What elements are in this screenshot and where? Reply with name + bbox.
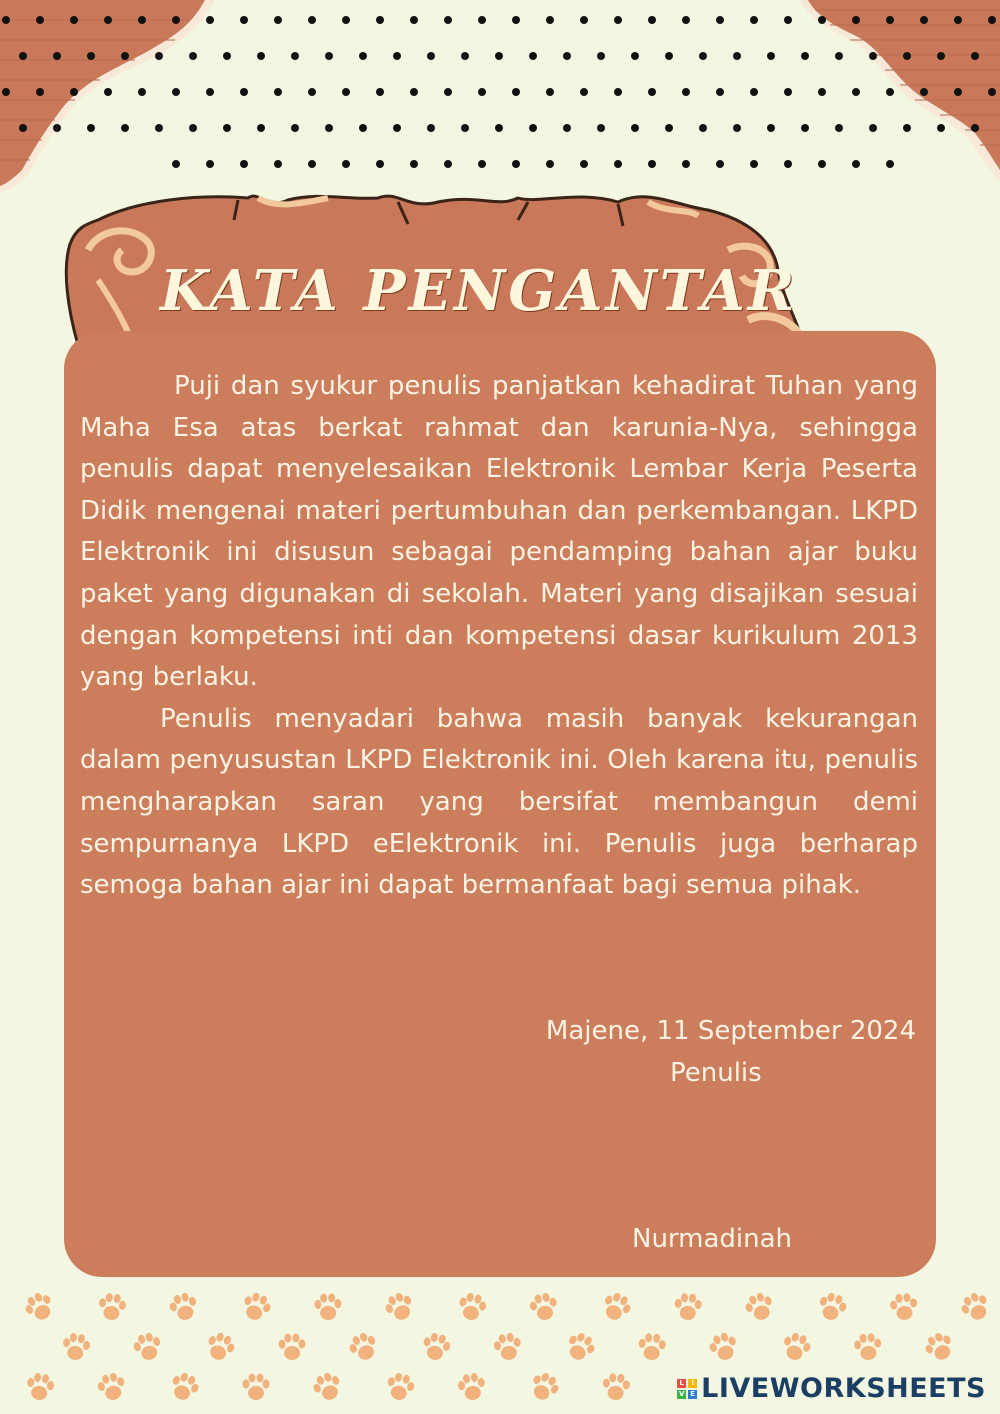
- paw-print: [707, 1330, 741, 1364]
- polka-dot-pattern: [0, 0, 1000, 180]
- polka-dot: [716, 88, 724, 96]
- paragraph-2: Penulis menyadari bahwa masih banyak kekurangan dalam penyusustan LKPD Elektronik ini. Oleh karena itu, penulis mengharapkan saran yang bersifat membangun demi sempurnanya LKPD eElektronik ini. Penulis juga berharap semoga bahan ajar ini dapat bermanfaat bagi semua pihak.: [80, 703, 918, 901]
- polka-dot: [478, 88, 486, 96]
- polka-dot: [121, 52, 129, 60]
- polka-dot: [461, 124, 469, 132]
- polka-dot: [801, 124, 809, 132]
- polka-dot: [886, 160, 894, 168]
- polka-dot: [240, 160, 248, 168]
- polka-dot: [257, 52, 265, 60]
- polka-dot: [818, 160, 826, 168]
- polka-dot: [325, 124, 333, 132]
- paw-print: [563, 1329, 599, 1365]
- paw-print: [779, 1330, 813, 1364]
- polka-dot: [53, 52, 61, 60]
- paw-print: [310, 1369, 345, 1404]
- polka-dot: [903, 124, 911, 132]
- signature-name: Nurmadinah: [632, 1224, 793, 1254]
- polka-dot: [682, 160, 690, 168]
- paw-print: [816, 1290, 850, 1323]
- polka-dot: [376, 88, 384, 96]
- polka-dot: [121, 124, 129, 132]
- paw-print: [314, 1293, 342, 1320]
- polka-dot: [87, 124, 95, 132]
- polka-dot: [886, 16, 894, 24]
- polka-dot: [223, 52, 231, 60]
- paw-print: [456, 1291, 488, 1323]
- polka-dot: [852, 16, 860, 24]
- polka-dot: [206, 16, 214, 24]
- paw-print: [239, 1290, 274, 1324]
- polka-dot: [308, 88, 316, 96]
- polka-dot: [274, 16, 282, 24]
- polka-dot: [138, 88, 146, 96]
- polka-dot: [818, 16, 826, 24]
- polka-dot: [19, 124, 27, 132]
- polka-dot: [903, 52, 911, 60]
- brand-name: LIVEWORKSHEETS: [701, 1373, 986, 1404]
- paw-print: [243, 1374, 270, 1401]
- polka-dot: [954, 88, 962, 96]
- paw-print: [853, 1332, 882, 1361]
- polka-dot: [70, 88, 78, 96]
- polka-dot: [19, 52, 27, 60]
- polka-dot: [699, 52, 707, 60]
- paw-print: [742, 1290, 776, 1324]
- polka-dot: [104, 16, 112, 24]
- polka-dot: [852, 160, 860, 168]
- polka-dot: [359, 124, 367, 132]
- polka-dot: [971, 124, 979, 132]
- polka-dot: [376, 160, 384, 168]
- polka-dot: [393, 52, 401, 60]
- polka-dot: [172, 88, 180, 96]
- polka-dot: [716, 16, 724, 24]
- polka-dot: [189, 52, 197, 60]
- polka-dot: [750, 88, 758, 96]
- paw-print: [889, 1292, 919, 1321]
- polka-dot: [648, 88, 656, 96]
- paw-print: [492, 1331, 523, 1362]
- polka-dot: [733, 52, 741, 60]
- polka-dot: [155, 52, 163, 60]
- polka-dot: [223, 124, 231, 132]
- polka-dot: [937, 52, 945, 60]
- polka-dot: [869, 124, 877, 132]
- polka-dot: [580, 88, 588, 96]
- polka-dot: [665, 52, 673, 60]
- paw-print: [638, 1333, 667, 1361]
- polka-dot: [444, 160, 452, 168]
- polka-dot: [393, 124, 401, 132]
- polka-dot: [597, 124, 605, 132]
- paw-print: [921, 1329, 957, 1365]
- polka-dot: [631, 124, 639, 132]
- polka-dot: [750, 16, 758, 24]
- polka-dot: [835, 52, 843, 60]
- polka-dot: [172, 160, 180, 168]
- polka-dot: [784, 88, 792, 96]
- polka-dot: [920, 16, 928, 24]
- polka-dot: [427, 124, 435, 132]
- polka-dot: [189, 124, 197, 132]
- polka-dot: [70, 16, 78, 24]
- intro-text: [80, 366, 918, 907]
- paw-print: [25, 1372, 56, 1402]
- polka-dot: [104, 88, 112, 96]
- polka-dot: [563, 124, 571, 132]
- logo-tiles-icon: L I V E: [677, 1379, 697, 1399]
- polka-dot: [308, 160, 316, 168]
- polka-dot: [444, 88, 452, 96]
- polka-dot: [155, 124, 163, 132]
- polka-dot: [954, 16, 962, 24]
- polka-dot: [138, 16, 146, 24]
- polka-dot: [36, 16, 44, 24]
- polka-dot: [342, 160, 350, 168]
- paw-print: [167, 1290, 200, 1323]
- polka-dot: [308, 16, 316, 24]
- polka-dot: [648, 16, 656, 24]
- polka-dot: [682, 16, 690, 24]
- polka-dot: [206, 160, 214, 168]
- polka-dot: [648, 160, 656, 168]
- polka-dot: [750, 160, 758, 168]
- polka-dot: [53, 124, 61, 132]
- polka-dot: [580, 16, 588, 24]
- signature-role: Penulis: [670, 1058, 762, 1088]
- polka-dot: [988, 16, 996, 24]
- polka-dot: [444, 16, 452, 24]
- polka-dot: [36, 88, 44, 96]
- liveworksheets-logo: [677, 1373, 986, 1404]
- paw-print: [957, 1289, 993, 1325]
- polka-dot: [580, 160, 588, 168]
- polka-dot: [546, 88, 554, 96]
- polka-dot: [478, 16, 486, 24]
- polka-dot: [172, 16, 180, 24]
- polka-dot: [410, 16, 418, 24]
- polka-dot: [971, 52, 979, 60]
- polka-dot: [920, 88, 928, 96]
- polka-dot: [461, 52, 469, 60]
- polka-dot: [240, 88, 248, 96]
- paragraph-1: Puji dan syukur penulis panjatkan kehadirat Tuhan yang Maha Esa atas berkat rahmat dan karunia-Nya, sehingga penulis dapat menyelesaikan Elektronik Lembar Kerja Peserta Didik mengenai materi pertumbuhan dan perkembangan. LKPD Elektronik ini disusun sebagai pendamping bahan ajar buku paket yang digunakan di sekolah. Materi yang disajikan sesuai dengan kompetensi inti dan kompetensi dasar kurikulum 2013 yang berlaku.: [80, 371, 918, 693]
- polka-dot: [342, 88, 350, 96]
- polka-dot: [886, 88, 894, 96]
- paw-print: [167, 1369, 202, 1404]
- polka-dot: [614, 88, 622, 96]
- paw-print: [456, 1372, 487, 1402]
- polka-dot: [478, 160, 486, 168]
- paw-print: [382, 1289, 418, 1324]
- polka-dot: [699, 124, 707, 132]
- polka-dot: [325, 52, 333, 60]
- polka-dot: [665, 124, 673, 132]
- polka-dot: [512, 160, 520, 168]
- polka-dot: [291, 52, 299, 60]
- polka-dot: [563, 52, 571, 60]
- polka-dot: [733, 124, 741, 132]
- paw-print: [346, 1329, 381, 1364]
- polka-dot: [546, 160, 554, 168]
- polka-dot: [291, 124, 299, 132]
- polka-dot: [988, 88, 996, 96]
- polka-dot: [87, 52, 95, 60]
- polka-dot: [410, 88, 418, 96]
- paw-print: [420, 1331, 452, 1363]
- paw-print: [278, 1333, 305, 1360]
- polka-dot: [529, 124, 537, 132]
- polka-dot: [784, 16, 792, 24]
- polka-dot: [427, 52, 435, 60]
- paw-print: [95, 1371, 128, 1403]
- polka-dot: [529, 52, 537, 60]
- polka-dot: [495, 52, 503, 60]
- polka-dot: [410, 160, 418, 168]
- paw-print: [203, 1329, 238, 1364]
- polka-dot: [869, 52, 877, 60]
- polka-dot: [240, 16, 248, 24]
- polka-dot: [512, 16, 520, 24]
- paw-print: [674, 1293, 702, 1321]
- polka-dot: [495, 124, 503, 132]
- polka-dot: [274, 160, 282, 168]
- polka-dot: [801, 52, 809, 60]
- polka-dot: [2, 88, 10, 96]
- polka-dot: [359, 52, 367, 60]
- polka-dot: [206, 88, 214, 96]
- polka-dot: [767, 124, 775, 132]
- polka-dot: [682, 88, 690, 96]
- polka-dot: [818, 88, 826, 96]
- paw-print: [599, 1289, 635, 1325]
- polka-dot: [767, 52, 775, 60]
- polka-dot: [852, 88, 860, 96]
- paw-print: [21, 1289, 58, 1325]
- paw-print: [97, 1292, 127, 1322]
- polka-dot: [512, 88, 520, 96]
- paw-print: [61, 1332, 91, 1362]
- page-title: KATA PENGANTAR: [160, 258, 798, 324]
- polka-dot: [274, 88, 282, 96]
- polka-dot: [835, 124, 843, 132]
- polka-dot: [937, 124, 945, 132]
- polka-dot: [257, 124, 265, 132]
- polka-dot: [376, 16, 384, 24]
- polka-dot: [2, 16, 10, 24]
- polka-dot: [614, 16, 622, 24]
- polka-dot: [614, 160, 622, 168]
- polka-dot: [597, 52, 605, 60]
- signature-place-date: Majene, 11 September 2024: [545, 1016, 916, 1046]
- paw-print: [526, 1369, 562, 1405]
- paw-print: [602, 1372, 631, 1401]
- polka-dot: [342, 16, 350, 24]
- paw-print: [528, 1291, 560, 1322]
- paw-print: [384, 1371, 417, 1403]
- polka-dot: [631, 52, 639, 60]
- paw-print: [131, 1331, 164, 1364]
- polka-dot: [716, 160, 724, 168]
- polka-dot: [784, 160, 792, 168]
- polka-dot: [546, 16, 554, 24]
